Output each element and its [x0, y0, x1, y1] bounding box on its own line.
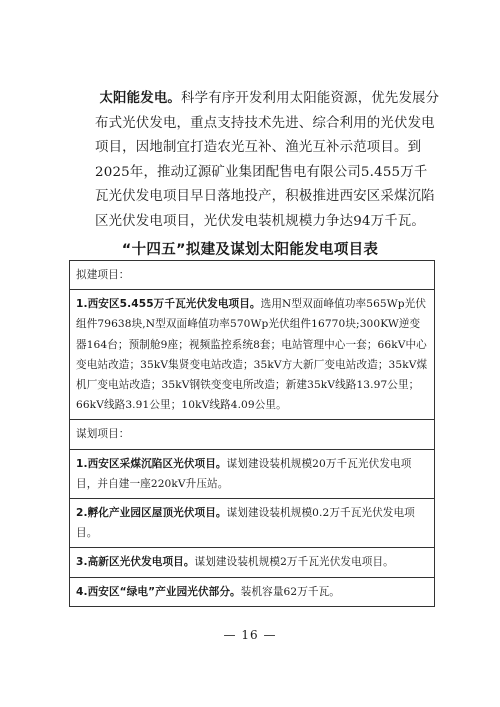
row-bold-text: 4.西安区“绿电”产业园光伏部分。 [76, 585, 241, 598]
row-bold-text: 1.西安区采煤沉陷区光伏项目。 [76, 457, 227, 470]
project-table [69, 260, 435, 607]
table-title: “十四五”拟建及谋划太阳能发电项目表 [121, 242, 379, 258]
row-text: 拟建项目： [76, 269, 130, 281]
intro-lead: 太阳能发电。 [99, 90, 182, 106]
table-row [70, 578, 434, 606]
row-text: 谋划建设装机规模20万千瓦光伏发电项目，并自建一座220kV升压站。 [76, 457, 412, 490]
row-text: 装机容量62万千瓦。 [240, 585, 340, 598]
row-text: 选用N型双面峰值功率565Wp光伏组件79638块,N型双面峰值功率570Wp光伏组件16770块;300KW逆变器164台；预制舱9座；视频监控系统8套；电站管理中心一套；66kV中心变电站改造；35kV集贤变电站改造；35kV方大新厂变电站改造；35kV煤机厂变电站改造；35kV钢铁变变电所改造；新建35kV线路13.97公里；66kV线路3.91公里；10kV线路4.09公里。 [76, 298, 428, 412]
row-bold-text: 3.高新区光伏发电项目。 [76, 556, 195, 569]
page-number: — 16 — [223, 628, 277, 642]
table-row [70, 261, 434, 290]
row-text: 谋划建设装机规模2万千瓦光伏发电项目。 [194, 556, 394, 569]
row-text: 谋划项目： [76, 428, 130, 441]
table-row [70, 548, 434, 577]
row-bold-text: 2.孵化产业园区屋顶光伏项目。 [76, 507, 227, 520]
intro-body: 科学有序开发利用太阳能资源，优先发展分布式光伏发电，重点支持技术先进、综合利用的光伏发电项目，因地制宜打造农光互补、渔光互补示范项目。到2025年，推动辽源矿业集团配售电有限公司5.455万千瓦光伏发电项目早日落地投产，积极推进西安区采煤沉陷区光伏发电项目，光伏发电装机规模力争达94万千瓦。 [95, 91, 440, 229]
row-text: 谋划建设装机规模0.2万千瓦光伏发电项目。 [76, 507, 415, 540]
table-row [70, 290, 434, 420]
row-bold-text: 1.西安区5.455万千瓦光伏发电项目。 [76, 298, 261, 311]
table-row [70, 450, 434, 499]
intro-paragraph [95, 86, 440, 235]
table-row [70, 499, 434, 548]
table-row [70, 420, 434, 449]
